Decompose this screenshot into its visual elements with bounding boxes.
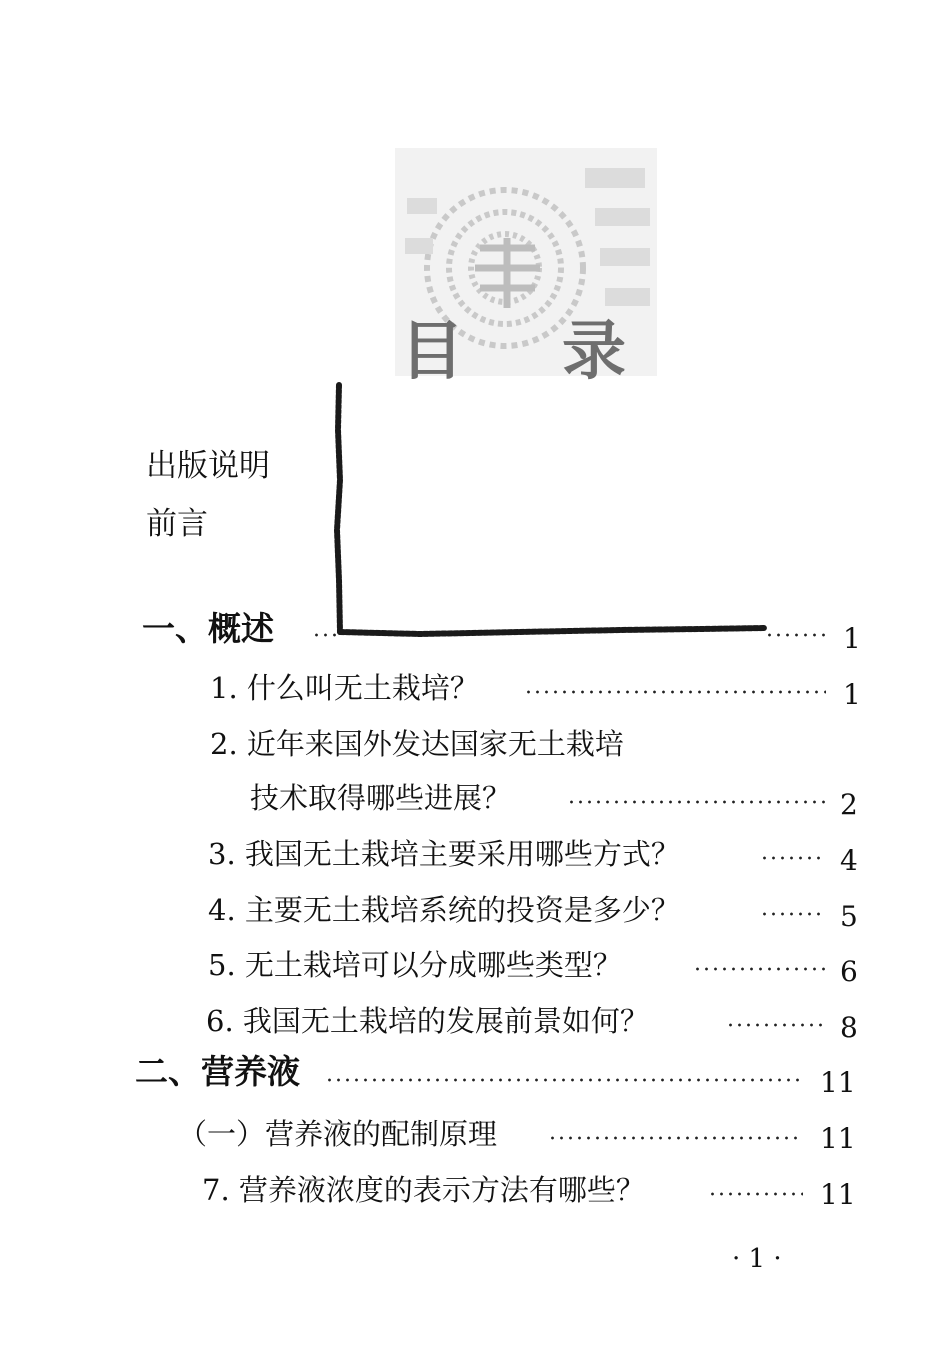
page-folio: · 1 · xyxy=(732,1244,782,1274)
toc-entry-continuation: 技术取得哪些进展？ xyxy=(250,781,512,815)
page-number: 1 xyxy=(843,622,861,655)
leader-dots xyxy=(524,690,826,694)
leader-dots xyxy=(548,1136,803,1140)
toc-section: （一）营养液的配制原理 xyxy=(178,1117,498,1151)
toc-entry: 6. 我国无土栽培的发展前景如何？ xyxy=(206,1004,649,1038)
leader-dots xyxy=(325,1078,803,1082)
toc-entry-chapter: 一、概述 xyxy=(142,609,274,648)
toc-entry: 1. 什么叫无土栽培？ xyxy=(210,671,479,705)
toc-entry: 5. 无土栽培可以分成哪些类型？ xyxy=(208,948,622,982)
page-number: 4 xyxy=(840,844,858,877)
leader-dots xyxy=(693,967,826,971)
toc-entry: 7. 营养液浓度的表示方法有哪些？ xyxy=(202,1173,645,1207)
page-number: 11 xyxy=(820,1122,856,1155)
toc-entry: 4. 主要无土栽培系统的投资是多少？ xyxy=(208,893,680,927)
leader-dots xyxy=(760,912,826,916)
toc-entry: 3. 我国无土栽培主要采用哪些方式？ xyxy=(208,837,680,871)
page-number: 11 xyxy=(820,1066,856,1099)
leader-dots xyxy=(760,856,826,860)
toc-entry: 2. 近年来国外发达国家无土栽培 xyxy=(210,727,624,761)
leader-dots xyxy=(765,633,828,637)
page-number: 11 xyxy=(820,1178,856,1211)
page-number: 2 xyxy=(840,788,858,821)
leader-dots xyxy=(708,1192,803,1196)
front-item-preface: 前言 xyxy=(146,506,208,542)
title-char-1: 目 xyxy=(400,315,464,389)
leader-dots xyxy=(312,633,340,637)
page-number: 8 xyxy=(840,1011,858,1044)
leader-dots xyxy=(567,800,825,804)
toc-entry-chapter: 二、营养液 xyxy=(135,1052,300,1091)
leader-dots xyxy=(726,1023,826,1027)
page-number: 6 xyxy=(840,955,858,988)
front-item-publishing-note: 出版说明 xyxy=(146,448,270,484)
title-char-2: 录 xyxy=(562,315,626,389)
page-number: 5 xyxy=(840,900,858,933)
page-number: 1 xyxy=(843,678,861,711)
